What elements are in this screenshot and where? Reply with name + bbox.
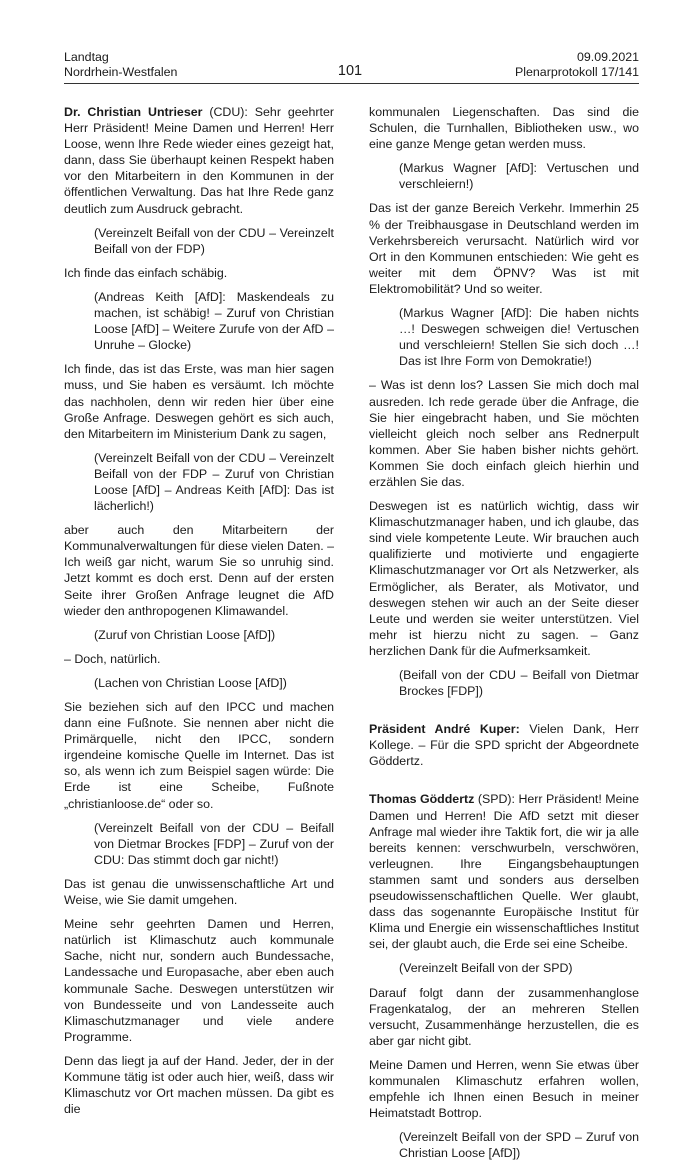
speech-paragraph: Ich finde das einfach schäbig.	[64, 265, 228, 280]
interjection: (Vereinzelt Beifall von der SPD)	[399, 961, 573, 976]
speech-paragraph	[369, 791, 639, 952]
speech-paragraph: Meine Damen und Herren, wenn Sie etwas über kommunalen Klimaschutz erfahren wollen, empfehle ich Ihnen einen Besuch in meiner Heimatstadt Bottrop.	[369, 1057, 639, 1121]
page-header	[0, 0, 700, 90]
right-column	[369, 104, 639, 1169]
speech-text: (CDU): Sehr geehrter Herr Präsident! Meine Damen und Herren! Herr Loose, wenn Ihre Rede wieder eines gezeigt hat, dann, dass Sie überhaupt keinen Respekt haben vor den Mitarbeitern in den Kommunen in der öffentlichen Verwaltung. Das hat Ihre Rede ganz deutlich zum Ausdruck gebracht.	[64, 105, 334, 216]
speech-text: Vielen Dank, Herr Kollege. – Für die SPD spricht der Abgeordnete Göddertz.	[369, 722, 639, 769]
speech-paragraph: Das ist genau die unwissenschaftliche Art und Weise, wie Sie damit umgehen.	[64, 876, 334, 908]
speech-paragraph: Darauf folgt dann der zusammenhanglose Fragenkatalog, der an mehreren Stellen versucht, Zusammenhänge herzustellen, die es aber gar nicht gibt.	[369, 985, 639, 1048]
state-name: Nordrhein-Westfalen	[64, 65, 178, 79]
section-gap	[369, 777, 639, 791]
speech-paragraph: Das ist der ganze Bereich Verkehr. Immerhin 25 % der Treibhausgase in Deutschland werden im Verkehrsbereich verursacht. Natürlich wird vor Ort in den Kommunen entschieden: Wie geht es weiter mit dem ÖPNV? Was ist mit Elektromobilität? Und so weiter.	[369, 201, 639, 296]
speech-paragraph	[64, 104, 334, 217]
interjection: (Vereinzelt Beifall von der CDU – Vereinzelt Beifall von der FDP – Zuruf von Christian Loose [AfD] – Andreas Keith [AfD]: Das ist lächerlich!)	[94, 450, 334, 514]
section-gap	[369, 707, 639, 721]
speech-paragraph: kommunalen Liegenschaften. Das sind die Schulen, die Turnhallen, Bibliotheken usw., wo eine ganze Menge getan werden muss.	[369, 105, 639, 152]
interjection: (Vereinzelt Beifall von der SPD – Zuruf von Christian Loose [AfD])	[399, 1130, 639, 1161]
speech-paragraph: – Doch, natürlich.	[64, 651, 161, 666]
session-date: 09.09.2021	[576, 50, 639, 64]
header-right	[515, 50, 639, 80]
speech-paragraph: Denn das liegt ja auf der Hand. Jeder, der in der Kommune tätig ist oder auch hier, weiß, dass wir Klimaschutz vor Ort machen müssen. Da gibt es die	[64, 1053, 334, 1117]
protocol-number: Plenarprotokoll 17/141	[515, 65, 639, 79]
header-rule	[64, 83, 639, 84]
speech-paragraph: Deswegen ist es natürlich wichtig, dass wir Klimaschutzmanager haben, und ich glaube, das sind viele kompetente Leute. Wir brauchen auch qualifizierte und motivierte und engagierte Klimaschutzmanager vor Ort als Netzwerker, als Ermöglicher, als Berater, als Motivator, und deswegen stehen wir auch an der Seite dieser Leute und werden sie weiter unterstützen. Viel mehr ist hierzu nicht zu sagen. – Ganz herzlichen Dank für die Aufmerksamkeit.	[369, 499, 639, 658]
speech-text: (SPD): Herr Präsident! Meine Damen und Herren! Die AfD setzt mit dieser Anfrage mal wieder ihre Taktik fort, die wir ja alle bereits kennen: verschwurbeln, verschwören, verleugnen. Ihre Eingangsbehauptungen stammen samt und sonders aus derselben pseudowissenschaftlichen Quelle. Wer glaubt, dass das sogenannte Europäische Institut für Klima und Energie ein wissenschaftliches Institut sei, der glaubt auch, die Erde sei eine Scheibe.	[369, 792, 640, 952]
speaker-name: Thomas Göddertz	[369, 792, 475, 807]
speech-paragraph: aber auch den Mitarbeitern der Kommunalverwaltungen für diese vielen Daten. – Ich weiß gar nicht, warum Sie so unruhig sind. Jetzt kommt es doch erst. Denn auf der ersten Seite ihrer Großen Anfrage leugnet die AfD wieder den anthropogenen Klimawandel.	[64, 523, 334, 618]
parliament-name: Landtag	[64, 50, 109, 64]
speech-paragraph: – Was ist denn los? Lassen Sie mich doch mal ausreden. Ich rede gerade über die Anfrage, die Sie hier eingebracht haben, und Sie möchten vielleicht gleich noch selber ans Rednerpult kommen. Aber Sie haben bisher nichts gehört. Kommen Sie doch einfach gleich hierhin und erzählen Sie das.	[369, 378, 639, 489]
interjection: (Beifall von der CDU – Beifall von Dietmar Brockes [FDP])	[399, 668, 639, 699]
speech-paragraph: Ich finde, das ist das Erste, was man hier sagen muss, und Sie haben es versäumt. Ich möchte das nachholen, denn wir reden hier über eine Große Anfrage. Deswegen gehört es sich auch, den Mitarbeitern im Ministerium Dank zu sagen,	[64, 362, 334, 441]
page-number: 101	[337, 63, 363, 79]
interjection: (Markus Wagner [AfD]: Die haben nichts …! Deswegen schweigen die! Vertuschen und verschleiern! Stellen Sie sich doch …! Das ist Ihre Form von Demokratie!)	[399, 306, 639, 369]
speech-paragraph	[369, 721, 639, 769]
interjection: (Vereinzelt Beifall von der CDU – Beifall von Dietmar Brockes [FDP] – Zuruf von der CDU: Das stimmt doch gar nicht!)	[94, 820, 334, 867]
interjection: (Andreas Keith [AfD]: Maskendeals zu machen, ist schäbig! – Zuruf von Christian Loose [AfD] – Weitere Zurufe von der AfD – Unruhe – Glocke)	[94, 289, 334, 353]
left-column	[64, 104, 334, 1117]
speech-paragraph: Sie beziehen sich auf den IPCC und machen dann eine Fußnote. Sie nennen aber nicht die Primärquelle, nicht den IPCC, sondern irgendeine komische Quelle im Internet. Das ist so, als wenn ich zum Beispiel sagen würde: Die Erde ist eine Scheibe, Fußnote „christianloose.de“ oder so.	[64, 700, 334, 811]
interjection: (Markus Wagner [AfD]: Vertuschen und verschleiern!)	[399, 161, 639, 192]
speaker-name: Dr. Christian Untrieser	[64, 105, 203, 119]
interjection: (Vereinzelt Beifall von der CDU – Vereinzelt Beifall von der FDP)	[94, 225, 334, 256]
interjection: (Lachen von Christian Loose [AfD])	[94, 675, 287, 690]
speaker-name: Präsident André Kuper:	[369, 722, 520, 737]
interjection: (Zuruf von Christian Loose [AfD])	[94, 627, 276, 642]
speech-paragraph: Meine sehr geehrten Damen und Herren, natürlich ist Klimaschutz auch kommunale Sache, nicht nur, sondern auch Bundessache, Landessache und Europasache, aber eben auch kommunale Sache. Deswegen unterstützen wir von Bundesseite und von Landesseite auch Klimaschutzmanager und viele andere Programme.	[64, 917, 334, 1044]
